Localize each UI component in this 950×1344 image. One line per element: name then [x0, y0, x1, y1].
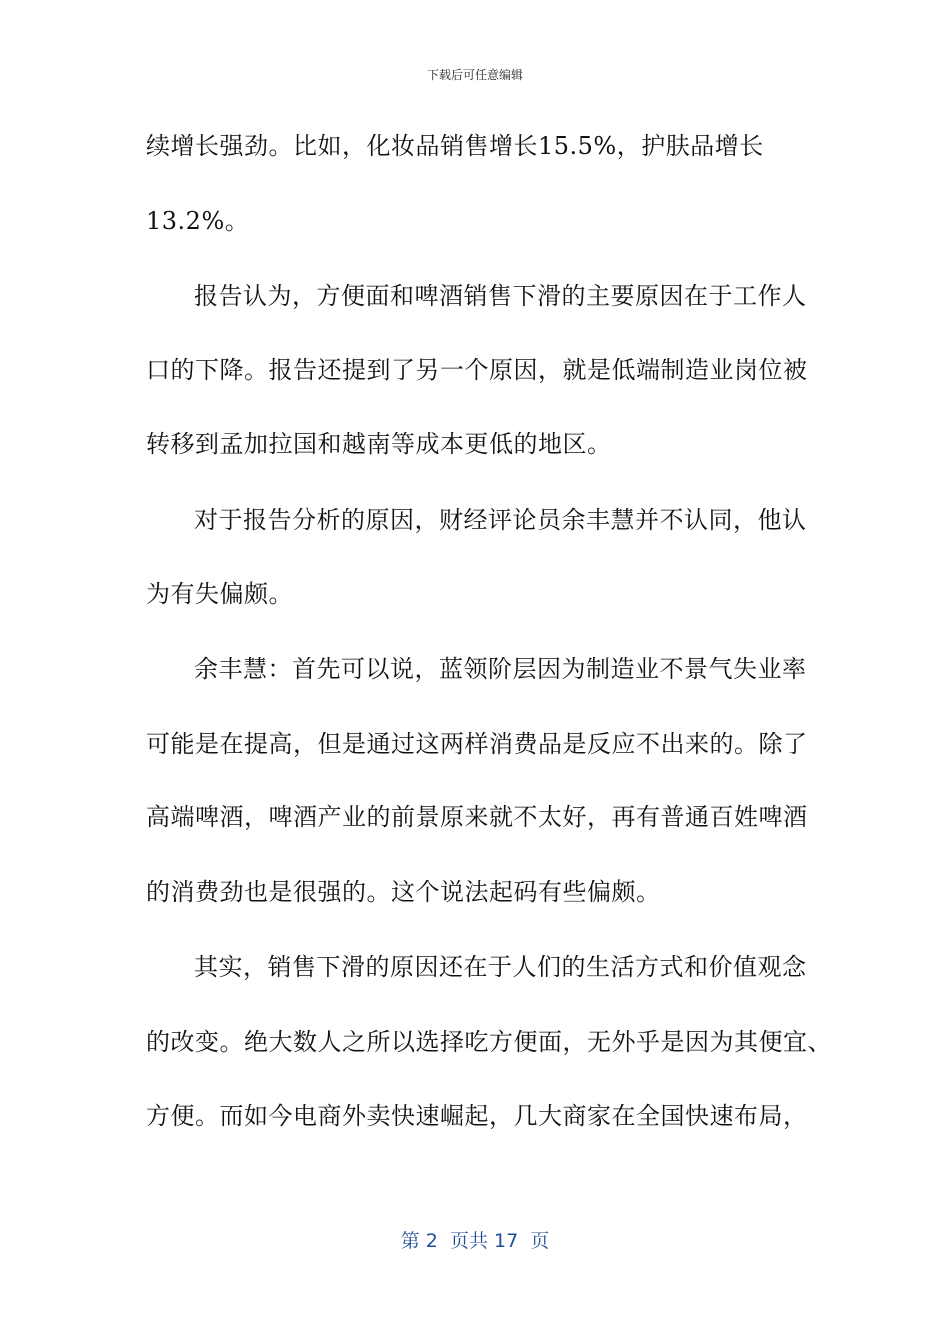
page-footer: 第 2 页共 17 页 — [400, 1230, 550, 1252]
text-line: 续增长强劲。比如，化妆品销售增长15.5%，护肤品增长 — [146, 132, 764, 160]
text-line: 为有失偏颇。 — [146, 580, 293, 608]
text-line: 可能是在提高，但是通过这两样消费品是反应不出来的。除了 — [146, 730, 808, 758]
text-line: 高端啤酒，啤酒产业的前景原来就不太好，再有普通百姓啤酒 — [146, 803, 808, 831]
paragraph-start: 其实，销售下滑的原因还在于人们的生活方式和价值观念 — [194, 953, 807, 981]
paragraph-start: 报告认为，方便面和啤酒销售下滑的主要原因在于工作人 — [194, 282, 807, 310]
text-line: 方便。而如今电商外卖快速崛起，几大商家在全国快速布局， — [146, 1102, 808, 1130]
paragraph-start: 余丰慧：首先可以说，蓝领阶层因为制造业不景气失业率 — [194, 655, 807, 683]
text-line: 的消费劲也是很强的。这个说法起码有些偏颇。 — [146, 878, 661, 906]
paragraph-start: 对于报告分析的原因，财经评论员余丰慧并不认同，他认 — [194, 506, 807, 534]
page-header: 下载后可任意编辑 — [426, 68, 523, 82]
text-line: 转移到孟加拉国和越南等成本更低的地区。 — [146, 430, 612, 458]
text-line: 13.2%。 — [146, 207, 250, 235]
text-line: 口的下降。报告还提到了另一个原因，就是低端制造业岗位被 — [146, 356, 808, 384]
text-line: 的改变。绝大数人之所以选择吃方便面，无外乎是因为其便宜、 — [146, 1028, 832, 1056]
